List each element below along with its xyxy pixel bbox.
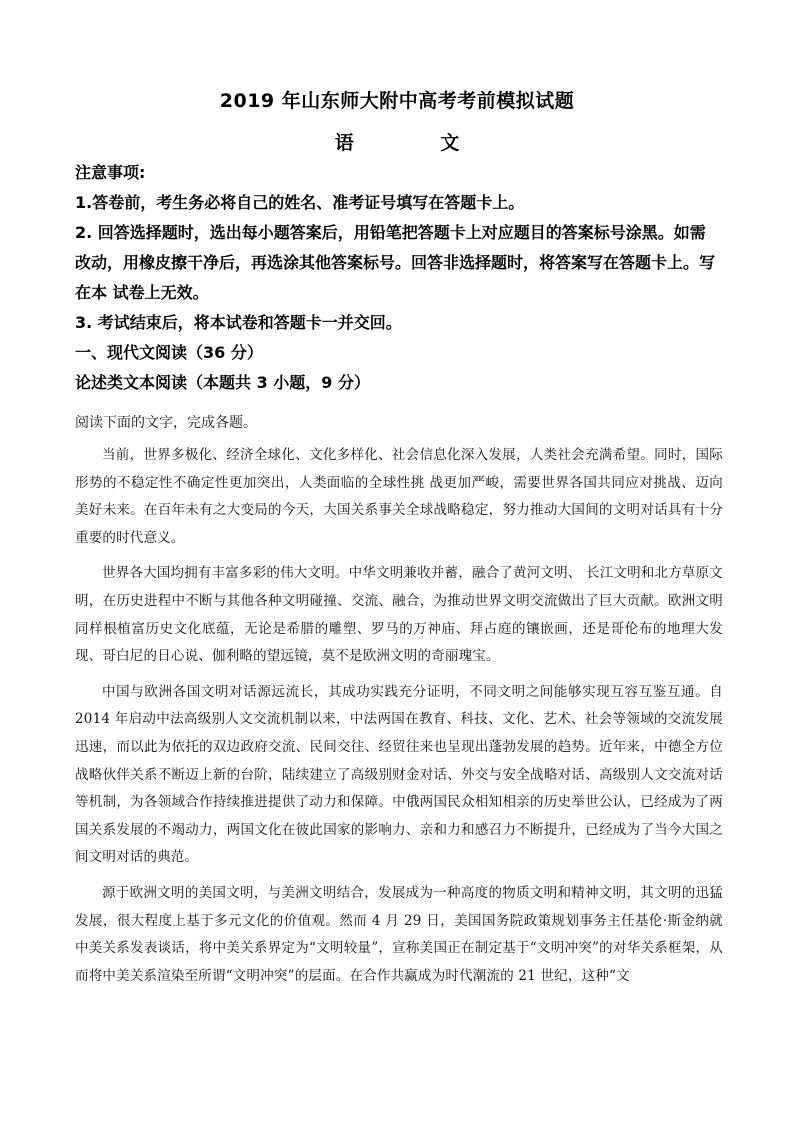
reading-instruction: 阅读下面的文字，完成各题。 <box>75 415 257 431</box>
section-heading: 一、现代文阅读（36 分） <box>75 343 263 362</box>
reading-passage <box>75 442 723 998</box>
note-item-3: 3. 考试结束后，将本试卷和答题卡一并交回。 <box>75 313 402 332</box>
notes-block <box>75 158 725 398</box>
exam-title: 2019 年山东师大附中高考考前模拟试题 <box>219 90 575 112</box>
section-subheading: 论述类文本阅读（本题共 3 小题，9 分） <box>75 373 370 392</box>
passage-paragraph-1: 当前，世界多极化、经济全球化、文化多样化、社会信息化深入发展，人类社会充满希望。同时，国际形势的不稳定性不确定性更加突出，人类面临的全球性挑 战更加严峻，需要世界各国共同应对挑战、迈向美好未来。在百年未有之大变局的今天，大国关系事关全球战略稳定，努力推动大国间的文明对话具有十分重要的时代意义。 <box>75 447 723 546</box>
passage-paragraph-4: 源于欧洲文明的美国文明，与美洲文明结合，发展成为一种高度的物质文明和精神文明，其文明的迅猛发展，很大程度上基于多元文化的价值观。然而 4 月 29 日，美国国务院政策规划事务主任基伦·斯金纳就中美关系发表谈话，将中美关系界定为“文明较量”，宣称美国正在制定基于“文明冲突”的对华关系框架，从而将中美关系渲染至所谓“文明冲突”的层面。在合作共赢成为时代潮流的 21 世纪，这种“文 <box>75 884 723 984</box>
passage-paragraph-2: 世界各大国均拥有丰富多彩的伟大文明。中华文明兼收并蓄，融合了黄河文明、 长江文明和北方草原文明，在历史进程中不断与其他各种文明碰撞、交流、融合，为推动世界文明交流做出了巨大贡献。欧洲文明同样根植富历史文化底蕴，无论是希腊的雕塑、罗马的万神庙、拜占庭的镶嵌画，还是哥伦布的地理大发现、哥白尼的日心说、伽利略的望远镜，莫不是欧洲文明的奇丽瑰宝。 <box>75 565 723 665</box>
passage-paragraph-3: 中国与欧洲各国文明对话源远流长，其成功实践充分证明，不同文明之间能够实现互容互鉴互通。自 2014 年启动中法高级别人文交流机制以来，中法两国在教育、科技、文化、艺术、社会等领域的交流发展迅速，而以此为依托的双边政府交流、民间交往、经贸往来也呈现出蓬勃发展的趋势。近年来，中德全方位战略伙伴关系不断迈上新的台阶，陆续建立了高级别财金对话、外交与安全战略对话、高级别人文交流对话等机制，为各领域合作持续推进提供了动力和保障。中俄两国民众相知相亲的历史举世公认，已经成为了两国关系发展的不竭动力，两国文化在彼此国家的影响力、亲和力和感召力不断提升，已经成为了当今大国之间文明对话的典范。 <box>75 683 723 866</box>
notes-heading: 注意事项: <box>75 163 146 182</box>
note-item-2-end: 在本 试卷上无效。 <box>75 283 209 302</box>
note-item-1: 1.答卷前，考生务必将自己的姓名、准考证号填写在答题卡上。 <box>75 193 525 212</box>
note-item-2-cont: 改动，用橡皮擦干净后，再选涂其他答案标号。回答非选择题时，将答案写在答题卡上。写 <box>75 253 716 272</box>
note-item-2: 2. 回答选择题时，选出每小题答案后，用铅笔把答题卡上对应题目的答案标号涂黑。如需 <box>75 223 706 242</box>
subject-title: 语 文 <box>334 132 500 154</box>
